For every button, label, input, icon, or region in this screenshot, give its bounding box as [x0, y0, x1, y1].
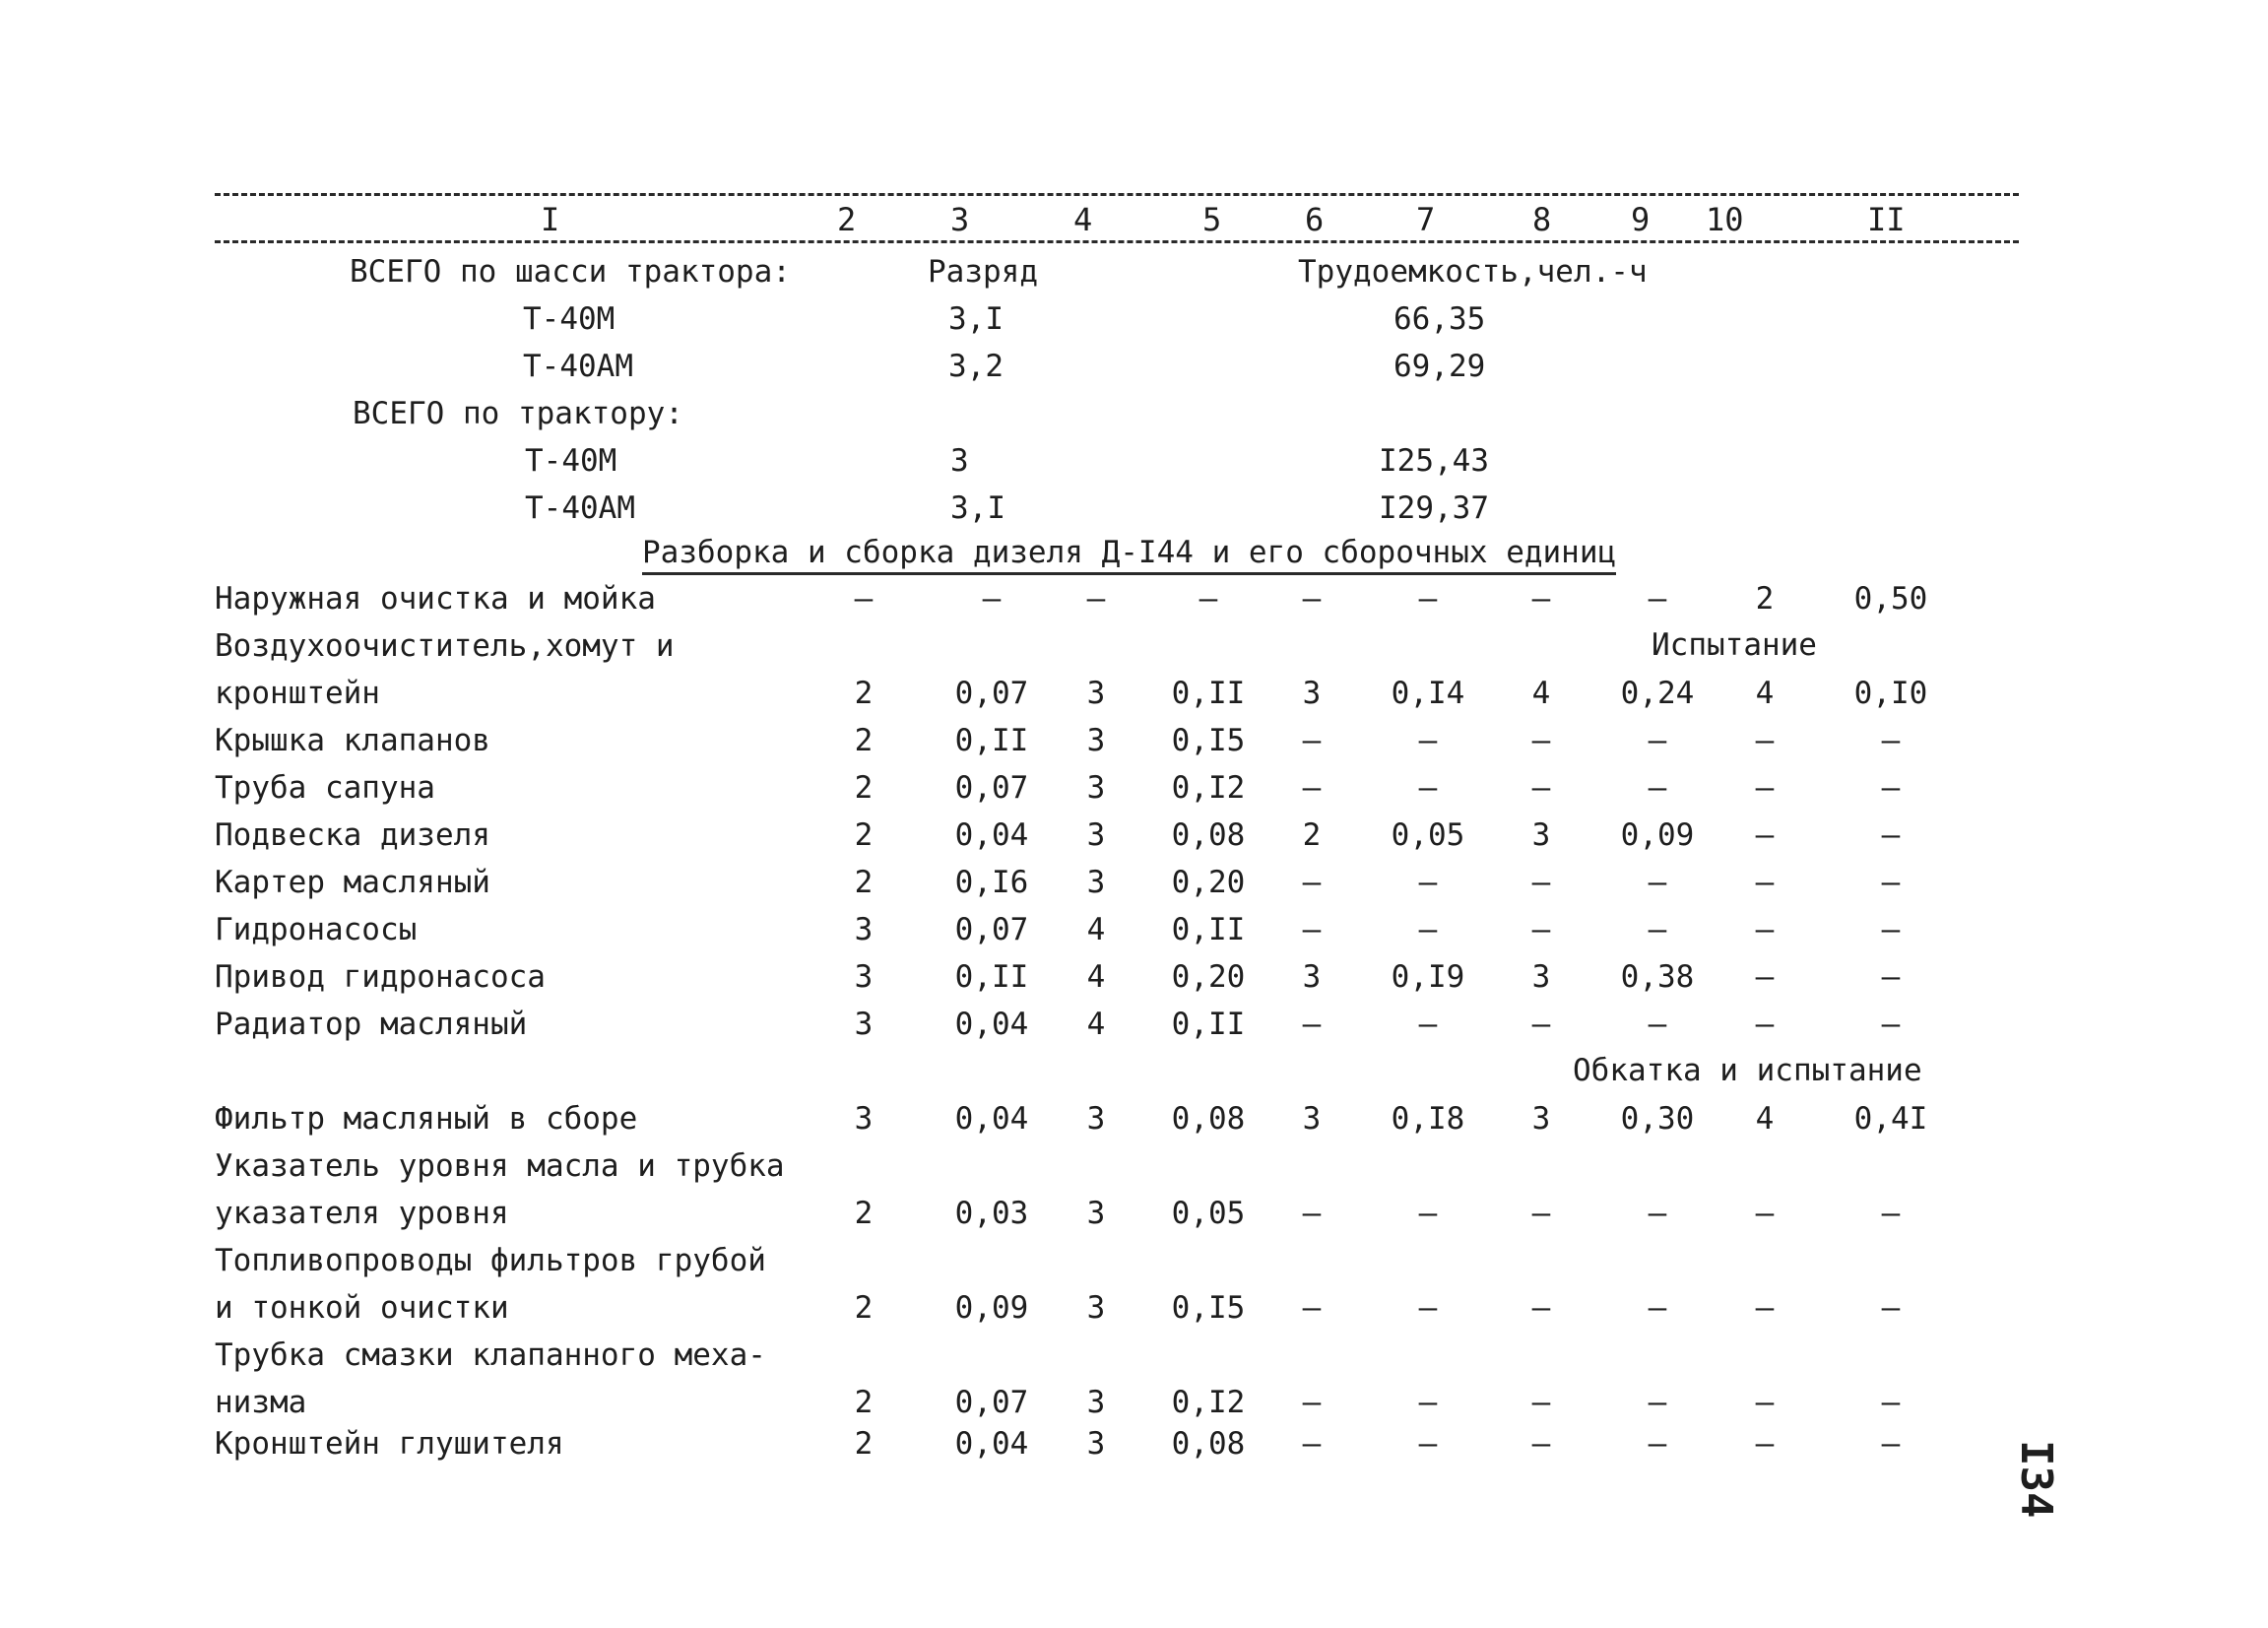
table-cell: 4: [1755, 676, 1775, 711]
table-cell: 2: [854, 1196, 874, 1231]
table-cell: 0,04: [954, 1007, 1029, 1042]
table-cell: –: [1881, 1196, 1901, 1231]
table-cell: 0,20: [1171, 865, 1246, 900]
table-cell: 0,I0: [1853, 676, 1928, 711]
col-header-3: 3: [950, 201, 970, 238]
table-cell: 4: [1755, 1101, 1775, 1137]
table-cell: 0,38: [1620, 959, 1695, 995]
operation-name: Указатель уровня масла и трубка: [215, 1148, 785, 1184]
table-cell: –: [1881, 865, 1901, 900]
col-header-4: 4: [1073, 201, 1093, 238]
table-cell: –: [1881, 1290, 1901, 1326]
table-cell: –: [1881, 817, 1901, 853]
col-header-2: 2: [837, 201, 857, 238]
table-cell: 0,08: [1171, 817, 1246, 853]
table-cell: –: [1199, 581, 1218, 617]
labor-label: Трудоемкость,чел.-ч: [1298, 254, 1648, 290]
table-cell: –: [1302, 1196, 1322, 1231]
table-cell: 3: [1086, 1101, 1106, 1137]
table-cell: –: [1648, 1426, 1667, 1462]
table-cell: –: [1418, 581, 1438, 617]
col-header-7: 7: [1416, 201, 1436, 238]
table-cell: –: [1531, 581, 1551, 617]
chassis-grade: 3,2: [948, 349, 1004, 384]
operation-name: Фильтр масляный в сборе: [215, 1101, 638, 1137]
table-cell: 0,50: [1853, 581, 1928, 617]
table-cell: 3: [854, 959, 874, 995]
table-cell: 2: [1755, 581, 1775, 617]
operation-name: низма: [215, 1385, 307, 1420]
table-cell: 0,04: [954, 1101, 1029, 1137]
table-cell: 2: [1302, 817, 1322, 853]
table-cell: 0,08: [1171, 1101, 1246, 1137]
table-cell: –: [1302, 1007, 1322, 1042]
table-cell: –: [1881, 770, 1901, 806]
table-cell: –: [1418, 865, 1438, 900]
table-cell: 0,08: [1171, 1426, 1246, 1462]
col-header-6: 6: [1305, 201, 1325, 238]
table-cell: 3: [1086, 723, 1106, 758]
table-cell: 0,I8: [1391, 1101, 1465, 1137]
table-cell: 0,07: [954, 770, 1029, 806]
table-cell: –: [1418, 770, 1438, 806]
operation-name: кронштейн: [215, 676, 380, 711]
table-cell: 3: [1086, 1290, 1106, 1326]
table-cell: –: [1531, 1290, 1551, 1326]
table-cell: –: [1881, 1426, 1901, 1462]
table-cell: 3: [854, 1101, 874, 1137]
table-cell: –: [1531, 912, 1551, 947]
table-cell: –: [1881, 912, 1901, 947]
table-cell: 2: [854, 865, 874, 900]
operation-name: Радиатор масляный: [215, 1007, 528, 1042]
table-cell: 3: [854, 1007, 874, 1042]
page-number: I34: [2011, 1440, 2061, 1519]
table-cell: –: [1648, 1385, 1667, 1420]
table-cell: –: [1418, 1385, 1438, 1420]
table-cell: –: [1755, 1196, 1775, 1231]
table-cell: 0,04: [954, 817, 1029, 853]
table-cell: –: [1302, 1290, 1322, 1326]
table-cell: –: [1302, 912, 1322, 947]
table-cell: –: [1881, 1007, 1901, 1042]
table-cell: 0,I9: [1391, 959, 1465, 995]
table-cell: –: [1418, 723, 1438, 758]
table-cell: –: [1648, 1007, 1667, 1042]
table-cell: 3: [1531, 817, 1551, 853]
table-cell: 0,09: [1620, 817, 1695, 853]
testing-label: Испытание: [1652, 627, 1817, 663]
chassis-grade: 3,I: [948, 301, 1004, 337]
table-cell: –: [1418, 912, 1438, 947]
table-cell: 3: [1531, 1101, 1551, 1137]
table-cell: –: [1531, 1196, 1551, 1231]
table-cell: 2: [854, 1426, 874, 1462]
table-cell: –: [854, 581, 874, 617]
table-cell: 4: [1531, 676, 1551, 711]
table-cell: 0,07: [954, 1385, 1029, 1420]
table-cell: –: [1648, 581, 1667, 617]
table-cell: 0,I2: [1171, 770, 1246, 806]
chassis-model: Т-40М: [523, 301, 616, 337]
operation-name: Подвеска дизеля: [215, 817, 490, 853]
table-cell: –: [1531, 723, 1551, 758]
operation-name: Картер масляный: [215, 865, 490, 900]
col-header-11: II: [1867, 201, 1906, 238]
table-cell: –: [1755, 912, 1775, 947]
operation-name: указателя уровня: [215, 1196, 509, 1231]
table-cell: 0,20: [1171, 959, 1246, 995]
operation-name: Крышка клапанов: [215, 723, 490, 758]
table-cell: 2: [854, 770, 874, 806]
table-cell: 0,I6: [954, 865, 1029, 900]
section-title: Разборка и сборка дизеля Д-I44 и его сборочных единиц: [642, 538, 1616, 575]
table-cell: –: [1648, 1196, 1667, 1231]
table-cell: 0,II: [1171, 1007, 1246, 1042]
table-cell: 0,03: [954, 1196, 1029, 1231]
table-cell: 0,I2: [1171, 1385, 1246, 1420]
table-cell: –: [1086, 581, 1106, 617]
grade-label: Разряд: [928, 254, 1038, 290]
chassis-model: Т-40АМ: [523, 349, 633, 384]
operation-name: Привод гидронасоса: [215, 959, 546, 995]
table-cell: 3: [1086, 817, 1106, 853]
tractor-labor: I25,43: [1379, 443, 1489, 479]
table-cell: 4: [1086, 959, 1106, 995]
table-cell: –: [1648, 865, 1667, 900]
table-cell: 3: [1086, 1426, 1106, 1462]
table-cell: –: [1531, 1385, 1551, 1420]
table-cell: 3: [1302, 676, 1322, 711]
table-cell: –: [1531, 1007, 1551, 1042]
table-cell: –: [1755, 1426, 1775, 1462]
table-cell: 0,4I: [1853, 1101, 1928, 1137]
table-cell: –: [1302, 1426, 1322, 1462]
table-cell: –: [1755, 1385, 1775, 1420]
operation-name: Кронштейн глушителя: [215, 1426, 564, 1462]
table-cell: 0,24: [1620, 676, 1695, 711]
table-cell: –: [1648, 912, 1667, 947]
table-cell: –: [1302, 581, 1322, 617]
table-cell: 0,05: [1391, 817, 1465, 853]
operation-name: и тонкой очистки: [215, 1290, 509, 1326]
running-in-label: Обкатка и испытание: [1573, 1053, 1922, 1088]
col-header-5: 5: [1202, 201, 1222, 238]
table-cell: 3: [854, 912, 874, 947]
table-cell: 4: [1086, 912, 1106, 947]
table-cell: 3: [1086, 676, 1106, 711]
table-cell: –: [1648, 1290, 1667, 1326]
tractor-model: Т-40АМ: [525, 490, 635, 526]
operation-name: Топливопроводы фильтров грубой: [215, 1243, 766, 1278]
table-cell: –: [1881, 723, 1901, 758]
table-cell: 3: [1086, 1196, 1106, 1231]
tractor-model: Т-40М: [525, 443, 617, 479]
header-rule-bottom: [215, 240, 2019, 243]
tractor-grade: 3,I: [950, 490, 1005, 526]
table-cell: –: [1881, 1385, 1901, 1420]
operation-name: Труба сапуна: [215, 770, 435, 806]
table-cell: 3: [1302, 1101, 1322, 1137]
col-header-10: 10: [1706, 201, 1744, 238]
table-cell: 0,II: [954, 723, 1029, 758]
table-cell: –: [982, 581, 1002, 617]
operation-name: Гидронасосы: [215, 912, 418, 947]
table-cell: –: [1755, 865, 1775, 900]
table-cell: –: [1418, 1426, 1438, 1462]
table-cell: –: [1531, 770, 1551, 806]
tractor-total-label: ВСЕГО по трактору:: [353, 396, 683, 431]
table-cell: 0,II: [954, 959, 1029, 995]
tractor-labor: I29,37: [1379, 490, 1489, 526]
table-cell: –: [1755, 770, 1775, 806]
table-cell: –: [1302, 723, 1322, 758]
table-cell: 0,07: [954, 912, 1029, 947]
table-cell: 2: [854, 1290, 874, 1326]
col-header-9: 9: [1631, 201, 1651, 238]
table-cell: –: [1648, 770, 1667, 806]
tractor-grade: 3: [950, 443, 969, 479]
table-cell: –: [1755, 1290, 1775, 1326]
table-cell: 0,04: [954, 1426, 1029, 1462]
table-cell: –: [1302, 770, 1322, 806]
col-header-1: I: [541, 201, 560, 238]
table-cell: 0,I4: [1391, 676, 1465, 711]
table-cell: 0,II: [1171, 912, 1246, 947]
table-cell: 3: [1086, 1385, 1106, 1420]
table-cell: –: [1648, 723, 1667, 758]
table-cell: 2: [854, 723, 874, 758]
table-cell: –: [1302, 865, 1322, 900]
table-cell: 3: [1086, 865, 1106, 900]
operation-name: Трубка смазки клапанного меха-: [215, 1337, 766, 1373]
table-cell: –: [1755, 723, 1775, 758]
col-header-8: 8: [1532, 201, 1552, 238]
table-cell: –: [1881, 959, 1901, 995]
table-cell: –: [1755, 959, 1775, 995]
table-cell: 3: [1531, 959, 1551, 995]
chassis-total-label: ВСЕГО по шасси трактора:: [350, 254, 791, 290]
table-cell: 0,05: [1171, 1196, 1246, 1231]
chassis-labor: 69,29: [1393, 349, 1486, 384]
table-cell: 0,09: [954, 1290, 1029, 1326]
table-cell: 4: [1086, 1007, 1106, 1042]
table-cell: 2: [854, 817, 874, 853]
table-cell: 2: [854, 1385, 874, 1420]
table-cell: –: [1418, 1290, 1438, 1326]
table-cell: 0,I5: [1171, 723, 1246, 758]
chassis-labor: 66,35: [1393, 301, 1486, 337]
table-cell: –: [1755, 817, 1775, 853]
table-cell: –: [1531, 1426, 1551, 1462]
table-cell: 3: [1302, 959, 1322, 995]
table-cell: 0,I5: [1171, 1290, 1246, 1326]
table-cell: 2: [854, 676, 874, 711]
table-cell: 0,07: [954, 676, 1029, 711]
table-cell: –: [1531, 865, 1551, 900]
table-cell: –: [1302, 1385, 1322, 1420]
operation-name: Наружная очистка и мойка: [215, 581, 656, 617]
table-cell: –: [1418, 1196, 1438, 1231]
table-cell: 3: [1086, 770, 1106, 806]
table-cell: 0,30: [1620, 1101, 1695, 1137]
header-rule-top: [215, 193, 2019, 196]
operation-name: Воздухоочиститель,хомут и: [215, 628, 675, 664]
table-cell: 0,II: [1171, 676, 1246, 711]
table-cell: –: [1755, 1007, 1775, 1042]
table-cell: –: [1418, 1007, 1438, 1042]
